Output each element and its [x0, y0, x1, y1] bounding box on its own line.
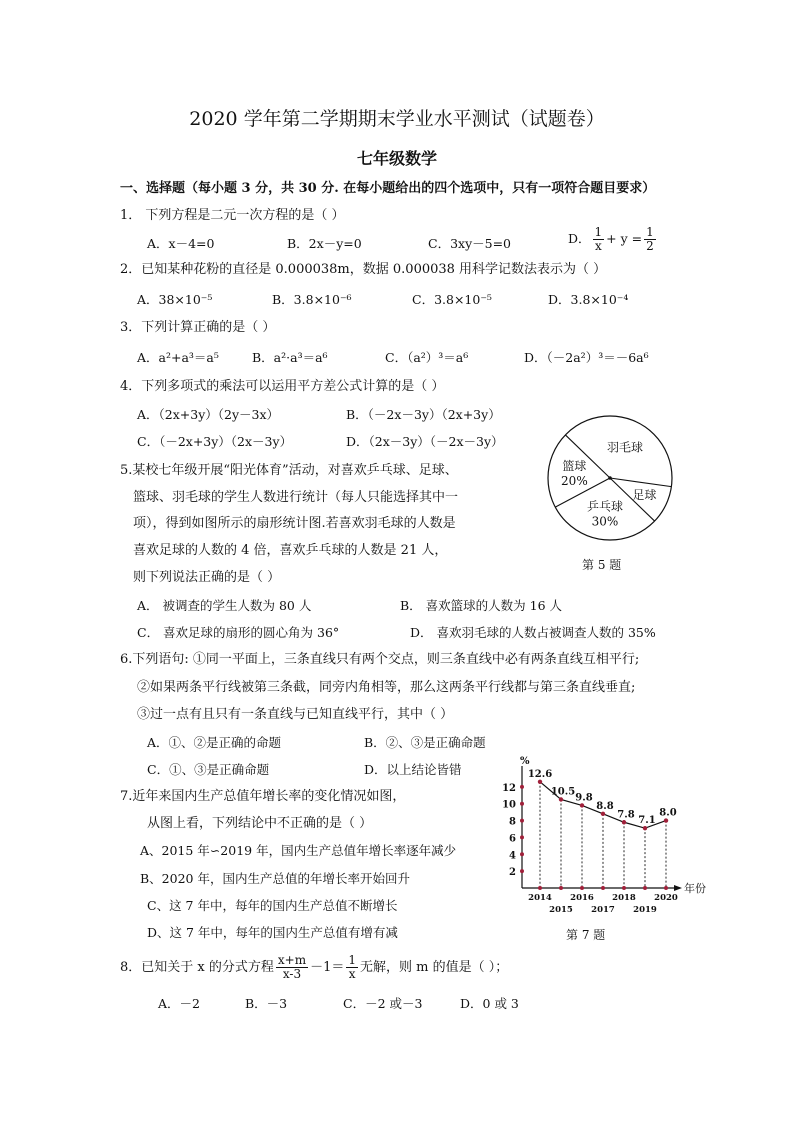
question-7-option-c: C、这 7 年中，每年的国内生产总值不断增长 [147, 898, 398, 913]
data-label: 7.1 [638, 815, 656, 827]
fraction-x-plus-m-over-x-minus-3 [276, 954, 308, 981]
question-4-option-c: C．（－2x+3y）（2x－3y） [137, 434, 293, 449]
x-axis-arrow-icon [674, 885, 682, 891]
pie-chart-caption: 第 5 题 [582, 558, 622, 572]
y-tick-label: 8 [509, 816, 516, 828]
x-tick-marker [601, 886, 605, 890]
y-tick-marker [520, 802, 524, 806]
y-tick-label: 12 [502, 782, 516, 794]
data-point [601, 812, 605, 816]
question-5-line-2: 篮球、羽毛球的学生人数进行统计（每人只能选择其中一 [133, 490, 459, 505]
question-3-option-c: C．（a²）³＝a⁶ [385, 350, 469, 365]
data-label: 7.8 [617, 809, 635, 821]
question-1-option-b: B．2x－y=0 [287, 236, 362, 251]
question-4-option-d: D．（2x－3y）（－2x－3y） [346, 434, 504, 449]
y-tick-marker [520, 819, 524, 823]
x-tick-marker [580, 886, 584, 890]
question-4-option-a: A．（2x+3y）（2y－3x） [137, 407, 280, 422]
x-tick-marker [664, 886, 668, 890]
y-axis-label: % [520, 756, 530, 767]
question-7-option-d: D、这 7 年中，每年的国内生产总值有增有减 [147, 925, 398, 940]
question-6-line-1: 6.下列语句: ①同一平面上，三条直线只有两个交点，则三条直线中必有两条直线互相平行; [120, 652, 640, 667]
question-7-line-2: 从图上看，下列结论中不正确的是（ ） [147, 816, 373, 831]
question-7-line-1: 7.近年来国内生产总值年增长率的变化情况如图， [120, 789, 406, 804]
question-1-option-a: A．x－4=0 [147, 236, 215, 251]
x-tick-label: 2019 [633, 905, 657, 915]
data-point [559, 797, 563, 801]
question-8-prefix: 8．已知关于 x 的分式方程 [120, 960, 274, 975]
question-5-line-3: 项），得到如图所示的扇形统计图.若喜欢羽毛球的人数是 [133, 516, 456, 531]
y-tick-marker [520, 852, 524, 856]
y-tick-label: 2 [509, 867, 516, 879]
question-1-option-d-prefix: D． [568, 231, 591, 246]
fraction-numerator: 1 [646, 225, 654, 239]
question-5-option-a: A． 被调查的学生人数为 80 人 [137, 598, 312, 613]
x-axis-label: 年份 [684, 882, 706, 895]
question-1-stem: 1． 下列方程是二元一次方程的是（ ） [120, 208, 345, 223]
question-3-option-a: A．a²+a³＝a⁵ [137, 350, 219, 365]
question-1-option-c: C．3xy－5=0 [428, 236, 512, 251]
page-subtitle: 七年级数学 [356, 149, 437, 168]
pie-slice-label: 羽毛球 [606, 440, 643, 455]
question-8-option-d: D．0 或 3 [460, 996, 519, 1011]
question-5-option-d: D． 喜欢羽毛球的人数占被调查人数的 35% [410, 625, 656, 640]
question-3-stem: 3．下列计算正确的是（ ） [120, 320, 276, 335]
question-3-option-b: B．a²·a³＝a⁶ [252, 350, 328, 365]
pie-slice-label: 篮球 20% [561, 458, 588, 488]
fraction-numerator: 1 [348, 953, 356, 967]
fraction-numerator: 1 [594, 225, 603, 239]
fraction-denominator: x [348, 967, 356, 981]
pie-slice-boundary [610, 478, 671, 487]
section-heading: 一、选择题（每小题 3 分，共 30 分. 在每小题给出的四个选项中，只有一项符合题目要求） [120, 181, 656, 196]
x-tick-label: 2015 [549, 905, 573, 915]
data-point [622, 820, 626, 824]
data-label: 12.6 [527, 768, 553, 780]
y-tick-label: 4 [509, 850, 516, 862]
fraction-numerator: x+m [277, 953, 307, 967]
x-tick-marker [622, 886, 626, 890]
fraction-1-over-2 [644, 226, 656, 253]
x-tick-label: 2016 [570, 893, 594, 903]
question-5-option-b: B． 喜欢篮球的人数为 16 人 [400, 598, 563, 613]
question-6-option-a: A．①、②是正确的命题 [147, 735, 282, 750]
data-point [664, 818, 668, 822]
x-tick-label: 2020 [654, 893, 678, 903]
x-tick-marker [643, 886, 647, 890]
x-tick-marker [559, 886, 563, 890]
question-5-option-c: C． 喜欢足球的扇形的圆心角为 36° [137, 625, 340, 640]
data-label: 9.8 [575, 792, 593, 804]
x-tick-label: 2017 [591, 905, 615, 915]
question-6-option-b: B．②、③是正确命题 [364, 735, 486, 750]
question-8-option-c: C．－2 或－3 [343, 996, 423, 1011]
fraction-1-over-x [593, 226, 605, 253]
fraction-denominator: x [594, 239, 602, 253]
y-tick-marker [520, 785, 524, 789]
question-8-option-b: B．－3 [245, 996, 288, 1011]
data-label: 8.8 [596, 800, 614, 812]
question-7-option-b: B、2020 年，国内生产总值的年增长率开始回升 [140, 871, 410, 886]
fraction-1-over-x [346, 954, 358, 981]
data-label: 10.5 [550, 786, 576, 798]
question-8-suffix: 无解，则 m 的值是（ ）； [360, 960, 509, 975]
pie-chart [540, 408, 680, 548]
question-2-option-a: A．38×10⁻⁵ [137, 292, 213, 307]
question-2-stem: 2．已知某种花粉的直径是 0.000038m，数据 0.000038 用科学记数法表示为（ ） [120, 262, 607, 277]
question-6-line-2: ②如果两条平行线被第三条截，同旁内角相等，那么这两条平行线都与第三条直线垂直; [137, 680, 636, 695]
data-point [643, 826, 647, 830]
question-2-option-c: C．3.8×10⁻⁵ [412, 292, 492, 307]
question-6-line-3: ③过一点有且只有一条直线与已知直线平行，其中（ ） [137, 707, 454, 722]
y-tick-marker [520, 869, 524, 873]
data-point [580, 803, 584, 807]
page-title: 2020 学年第二学期期末学业水平测试（试题卷） [189, 108, 605, 130]
y-tick-label: 10 [502, 799, 516, 811]
question-2-option-d: D．3.8×10⁻⁴ [548, 292, 629, 307]
question-8-mid: －1＝ [310, 960, 345, 975]
question-3-option-d: D．（－2a²）³＝－6a⁶ [524, 350, 649, 365]
question-8-stem [120, 952, 508, 984]
question-6-option-d: D．以上结论皆错 [364, 762, 462, 777]
question-5-line-4: 喜欢足球的人数的 4 倍，喜欢乒乓球的人数是 21 人， [133, 543, 448, 558]
data-point [538, 780, 542, 784]
line-chart [490, 756, 706, 918]
fraction-denominator: x-3 [282, 967, 302, 981]
question-5-line-5: 则下列说法正确的是（ ） [133, 570, 281, 585]
question-6-option-c: C．①、③是正确命题 [147, 762, 270, 777]
x-tick-marker [538, 886, 542, 890]
question-8-option-a: A．－2 [158, 996, 200, 1011]
question-5-line-1: 5.某校七年级开展“阳光体育”活动，对喜欢乒乓球、足球、 [120, 463, 458, 478]
question-2-option-b: B．3.8×10⁻⁶ [272, 292, 352, 307]
pie-slice-label: 足球 [632, 487, 657, 502]
pie-slice-label: 乒乓球 30% [586, 499, 624, 529]
data-label: 8.0 [659, 807, 677, 819]
fraction-denominator: 2 [646, 239, 654, 253]
y-tick-marker [520, 835, 524, 839]
question-1-option-d [568, 224, 658, 254]
question-4-stem: 4．下列多项式的乘法可以运用平方差公式计算的是（ ） [120, 379, 445, 394]
y-tick-label: 6 [509, 833, 516, 845]
x-tick-label: 2018 [612, 893, 636, 903]
question-7-option-a: A、2015 年∽2019 年，国内生产总值年增长率逐年减少 [140, 843, 457, 858]
question-1-option-d-mid: + y = [606, 231, 643, 246]
line-chart-caption: 第 7 题 [566, 928, 606, 942]
x-tick-label: 2014 [528, 893, 552, 903]
pie-center-dot [608, 476, 612, 480]
question-4-option-b: B．（－2x－3y）（2x+3y） [346, 407, 501, 422]
